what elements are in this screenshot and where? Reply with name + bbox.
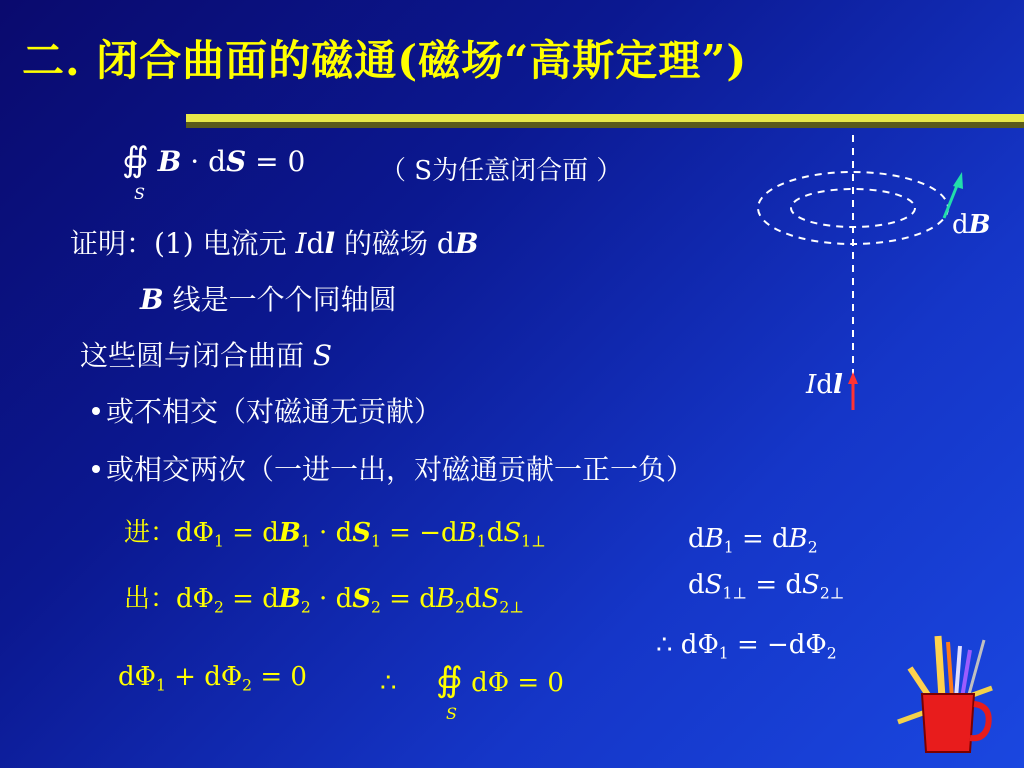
label-dB: dB — [952, 210, 991, 240]
bullet-icon — [92, 465, 100, 473]
closed-surface-integral-icon: ∯ S — [436, 660, 463, 723]
magnetic-field-diagram — [740, 130, 1020, 420]
bullet-item-no-intersection: 或不相交（对磁通无贡献） — [92, 390, 442, 430]
field-circle-inner — [791, 189, 915, 227]
proof-line-3: 这些圆与闭合曲面 S — [80, 339, 333, 372]
flux-out-equation: 出：$d\Phi_2 = dB_2 \cdot dS_2 = dB_2dS_{2\perp}$ — [124, 584, 524, 617]
flux-in-equation: 进：$d\Phi_1 = dB_1 \cdot dS_1 = -dB_1dS_{1\perp}$ — [124, 518, 546, 551]
field-circle-outer — [758, 172, 948, 244]
db-equal-equation: $dB_1 = dB_2$ — [688, 524, 818, 557]
idl-arrow-head-icon — [848, 372, 858, 384]
ds-equal-equation: $dS_{1\perp} = dS_{2\perp}$ — [688, 570, 845, 603]
bullet-icon — [92, 407, 100, 415]
closed-surface-integral-icon: ∯ S — [122, 140, 149, 203]
label-Idl: Idl — [806, 370, 843, 400]
pencil-cup-icon — [890, 628, 1002, 756]
title-underline — [186, 114, 1024, 128]
flux-sum-equation: $d\Phi_1 + d\Phi_2 = 0$ — [118, 662, 307, 695]
db-arrow-head-icon — [953, 172, 963, 189]
therefore-symbol: ∴ — [380, 668, 397, 698]
bullet-item-two-intersections: 或相交两次（一进一出，对磁通贡献一正一负） — [92, 448, 694, 488]
flux-relation-equation: ∴ $d\Phi_1 = -d\Phi_2$ — [656, 630, 837, 663]
proof-line-2: B 线是一个个同轴圆 — [140, 283, 397, 316]
theorem-note: （ S为任意闭合面 ） — [380, 156, 623, 186]
proof-line-1: 证明：(1) 电流元 Idl 的磁场 dB — [70, 227, 479, 260]
closed-flux-equation: ∯ S dΦ = 0 — [436, 660, 564, 723]
slide-title: 二. 闭合曲面的磁通(磁场“高斯定理”) — [22, 36, 748, 85]
gauss-theorem-equation: ∯ S B · dS = 0 — [122, 140, 306, 203]
